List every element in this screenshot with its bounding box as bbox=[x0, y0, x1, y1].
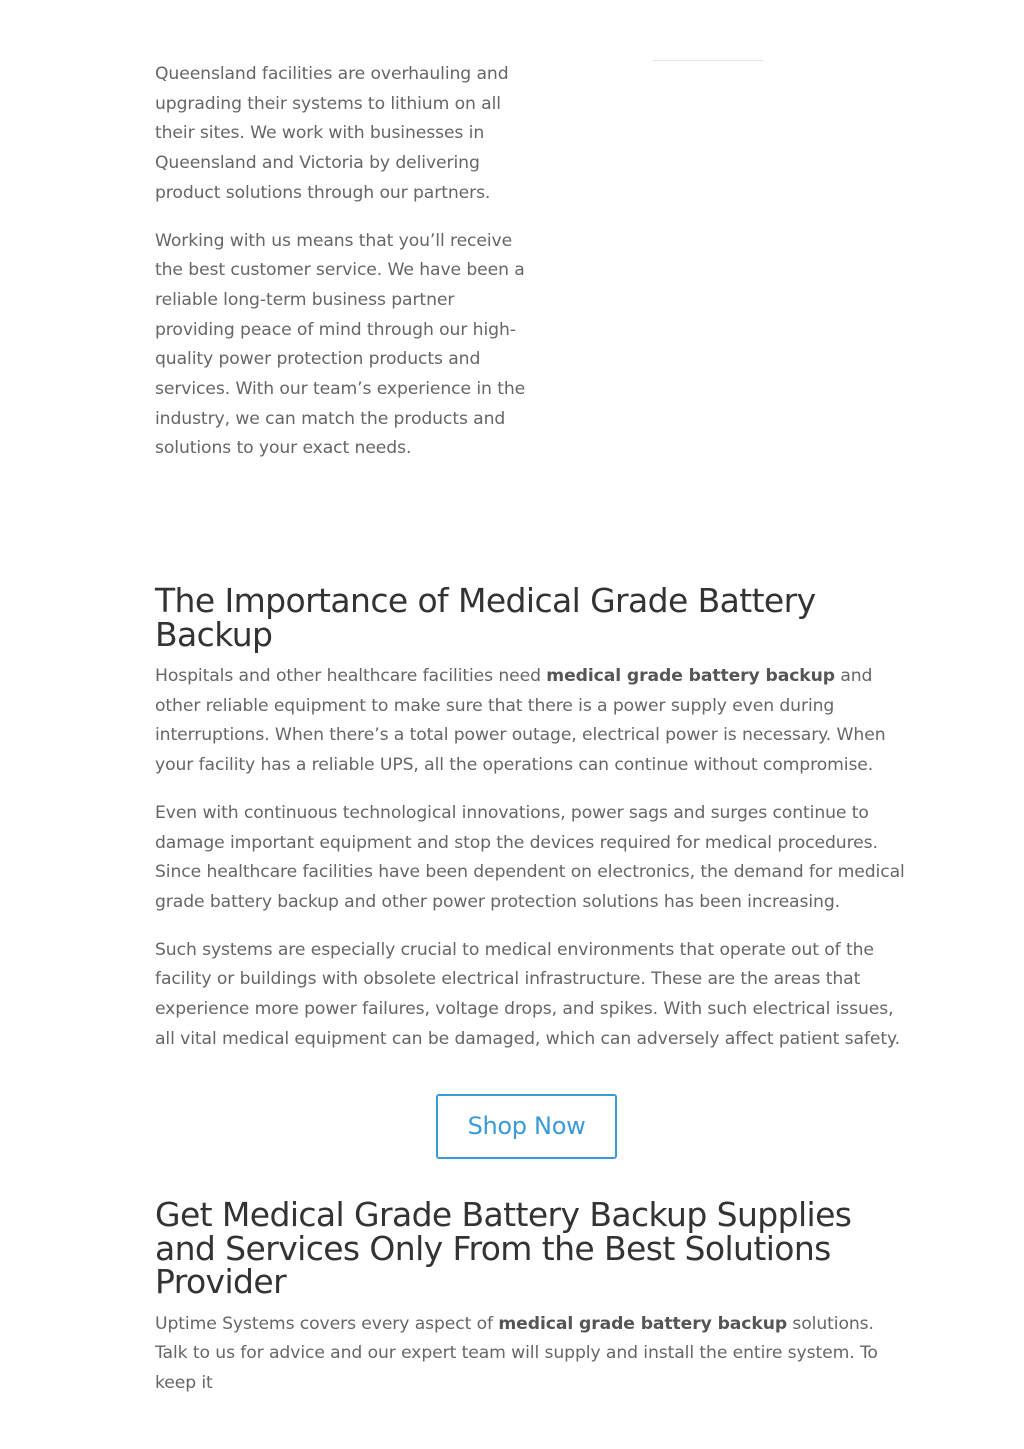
text-span: Uptime Systems covers every aspect of bbox=[155, 1313, 499, 1334]
supplies-section bbox=[155, 1195, 905, 1399]
text-span: and other reliable equipment to make sure that there is a power supply even during interruptions. When there’s a total power outage, electrical power is necessary. When your facility has a reliable UPS, all the operations can continue without compromise. bbox=[155, 666, 886, 776]
importance-paragraph: Such systems are especially crucial to medical environments that operate out of the facility or buildings with obsolete electrical infrastructure. These are the areas that experience more power failures, voltage drops, and spikes. With such electrical issues, all vital medical equipment can be damaged, which can adversely affect patient safety. bbox=[155, 939, 901, 1049]
text-span: solutions. Talk to us for advice and our expert team will supply and install the entire system. To keep it bbox=[155, 1313, 878, 1393]
intro-paragraph: Queensland facilities are overhauling and upgrading their systems to lithium on all their sites. We work with businesses in Queensland and Victoria by delivering product solutions through our partners. bbox=[155, 64, 509, 203]
importance-paragraph: Even with continuous technological innovations, power sags and surges continue to damage important equipment and stop the devices required for medical procedures. Since healthcare facilities have been dependent on electronics, the demand for medical grade battery backup and other power protection solutions has been increasing. bbox=[155, 802, 905, 912]
importance-heading: The Importance of Medical Grade Battery Backup bbox=[155, 581, 816, 654]
supplies-heading: Get Medical Grade Battery Backup Supplies and Services Only From the Best Solutions Provider bbox=[155, 1195, 852, 1301]
shop-now-wrapper bbox=[436, 1094, 617, 1159]
bold-keyword: medical grade battery backup bbox=[546, 666, 835, 686]
importance-paragraph bbox=[155, 662, 905, 781]
divider bbox=[653, 60, 763, 61]
bold-keyword: medical grade battery backup bbox=[498, 1313, 788, 1334]
intro-section bbox=[155, 60, 535, 464]
text-span: Hospitals and other healthcare facilities need bbox=[155, 666, 547, 686]
shop-now-button[interactable]: Shop Now bbox=[436, 1094, 617, 1159]
importance-section bbox=[155, 581, 905, 1054]
supplies-paragraph bbox=[155, 1310, 905, 1399]
intro-paragraph: Working with us means that you’ll receive the best customer service. We have been a reliable long-term business partner providing peace of mind through our high-quality power protection products and services. With our team’s experience in the industry, we can match the products and solutions to your exact needs. bbox=[155, 230, 526, 459]
